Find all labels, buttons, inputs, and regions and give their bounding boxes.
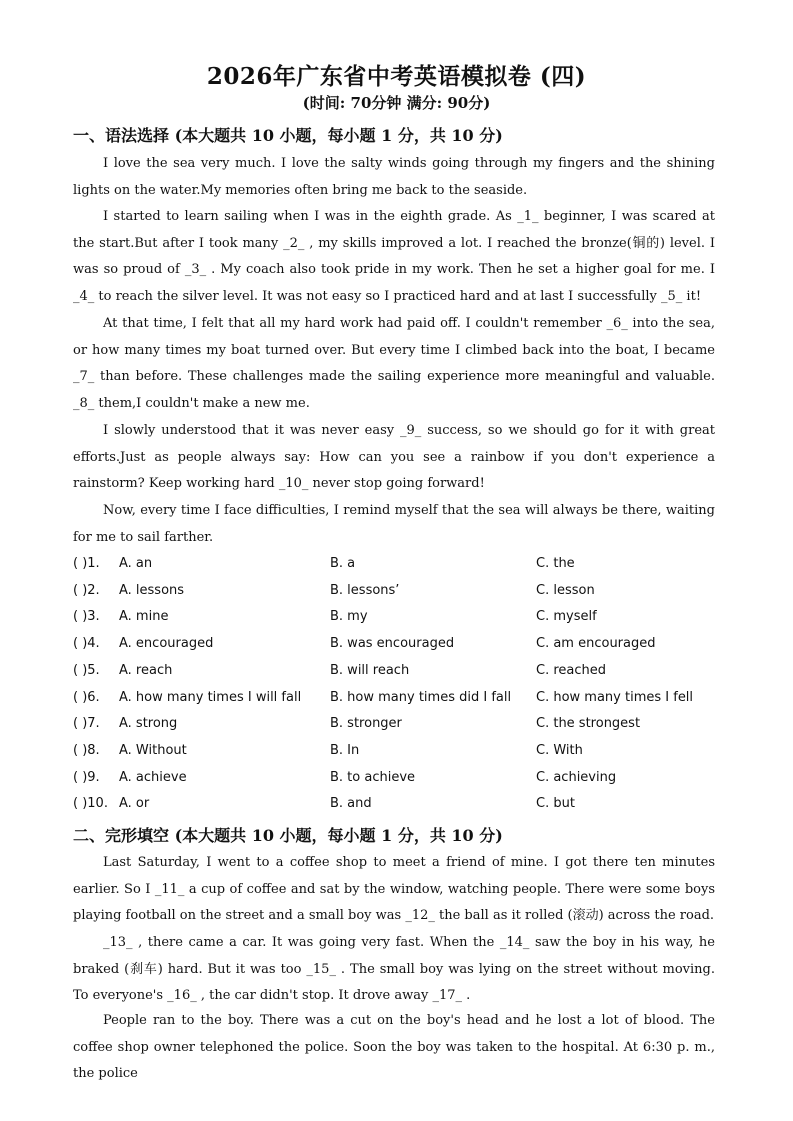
passage-paragraph: People ran to the boy. There was a cut on the boy's head and he lost a lot of blood. The coffee shop owner telephoned the police. Soon the boy was taken to the hospital. At 6:30 p. m., the police [73,1013,715,1081]
passage-paragraph: I love the sea very much. I love the salty winds going through my fingers and the shining lights on the water.My memories often bring me back to the seaside. [73,156,715,198]
question-number: ( )5. [73,662,100,678]
option-row [73,551,723,577]
option-c: C. With [536,742,583,758]
option-c: C. myself [536,609,597,625]
passage-paragraph: At that time, I felt that all my hard work had paid off. I couldn't remember _6_ into the sea, or how many times my boat turned over. But every time I climbed back into the boat, I became _7_ than before. These challenges made the sailing experience more meaningful and valuable. _8_ them,I couldn't make a new me. [73,316,715,411]
option-row [73,658,723,684]
passage-paragraph: I started to learn sailing when I was in the eighth grade. As _1_ beginner, I was scared at the start.But after I took many _2_ , my skills improved a lot. I reached the bronze(铜的) level. I was so proud of _3_ . My coach also took pride in my work. Then he set a higher goal for me. I _4_ to reach the silver level. It was not easy so I practiced hard and at last I successfully _5_ it! [73,209,715,304]
question-number: ( )6. [73,689,100,705]
option-a: A. or [119,796,150,812]
passage-paragraph: Last Saturday, I went to a coffee shop to meet a friend of mine. I got there ten minutes earlier. So I _11_ a cup of coffee and sat by the window, watching people. There were some boys playing football on the street and a small boy was _12_ the ball as it rolled (滚动) across the road. [73,855,715,923]
option-row [73,631,723,657]
page-title: 2026年广东省中考英语模拟卷 (四) [206,63,587,90]
question-number: ( )1. [73,556,100,571]
option-b: B. my [330,609,368,625]
option-row [73,765,723,791]
option-b: B. and [330,796,372,812]
question-number: ( )4. [73,636,100,652]
option-row [73,604,723,630]
option-row [73,711,723,737]
passage-paragraph: I slowly understood that it was never easy _9_ success, so we should go for it with great efforts.Just as people always say: How can you see a rainbow if you don't experience a rainstorm? Keep working hard _10_ never stop going forward! [73,423,715,491]
option-c: C. but [536,796,575,812]
option-c: C. the strongest [536,716,641,732]
section-heading-grammar: 一、语法选择 (本大题共 10 小题，每小题 1 分，共 10 分) [73,126,503,145]
option-c: C. achieving [536,769,617,785]
option-a: A. lessons [119,582,185,598]
question-number: ( )7. [73,716,100,732]
option-b: B. lessons’ [330,582,400,598]
passage-paragraph: Now, every time I face difficulties, I remind myself that the sea will always be there, waiting for me to sail farther. [73,503,715,545]
section-heading-cloze: 二、完形填空 (本大题共 10 小题，每小题 1 分，共 10 分) [73,826,503,845]
option-a: A. Without [119,742,187,758]
option-b: B. will reach [330,662,410,678]
option-row [73,738,723,764]
option-a: A. encouraged [119,636,214,652]
option-b: B. stronger [330,716,402,732]
option-c: C. the [536,556,575,571]
option-c: C. am encouraged [536,636,656,652]
question-number: ( )10. [73,796,108,812]
option-b: B. how many times did I fall [330,689,512,705]
option-a: A. strong [119,716,178,732]
passage-paragraph: _13_ , there came a car. It was going very fast. When the _14_ saw the boy in his way, he braked (刹车) hard. But it was too _15_ . The small boy was lying on the street without moving. To everyone's _16_ , the car didn't stop. It drove away _17_ . [73,935,715,1003]
option-b: B. to achieve [330,769,416,785]
option-c: C. reached [536,662,607,678]
option-a: A. achieve [119,769,187,785]
option-row [73,685,723,711]
option-c: C. how many times I fell [536,689,694,705]
exam-info: (时间: 70分钟 满分: 90分) [302,94,491,112]
question-number: ( )9. [73,769,100,785]
option-c: C. lesson [536,582,595,598]
question-number: ( )2. [73,582,100,598]
option-a: A. mine [119,609,169,625]
option-b: B. In [330,742,360,758]
question-number: ( )8. [73,742,100,758]
option-a: A. an [119,556,153,571]
option-row [73,578,723,604]
option-a: A. how many times I will fall [119,689,302,705]
option-a: A. reach [119,662,173,678]
option-b: B. was encouraged [330,636,455,652]
question-number: ( )3. [73,609,100,625]
option-row [73,791,723,817]
option-b: B. a [330,556,356,571]
